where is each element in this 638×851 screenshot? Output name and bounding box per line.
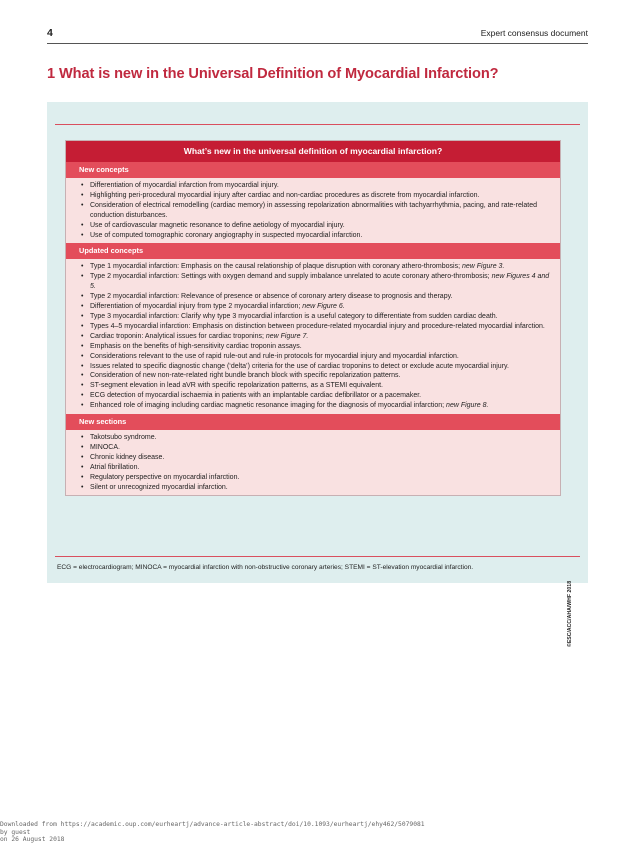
section-header: New sections — [66, 414, 560, 430]
table-title: What’s new in the universal definition of myocardial infarction? — [66, 141, 560, 162]
section-header: New concepts — [66, 162, 560, 178]
list-item — [81, 312, 552, 322]
bullet-list — [81, 181, 552, 240]
copyright-note — [567, 577, 577, 647]
list-item — [81, 292, 552, 302]
list-item — [81, 332, 552, 342]
list-item-text: Issues related to specific diagnostic change (‘delta’) criteria for the use of cardiac troponins to detect or exclude acute myocardial injury. — [90, 362, 509, 370]
figure-reference: new Figure 3. — [461, 263, 505, 271]
download-note: Downloaded from https://academic.oup.com/eurheartj/advance-article-abstract/doi/10.1093/eurheartj/ehy462/5079081 by guest on 26 August 2018 — [0, 821, 425, 844]
list-item — [81, 342, 552, 352]
figure-reference: new Figures 4 and 5. — [90, 273, 550, 291]
figure-reference: new Figure 6. — [302, 303, 345, 311]
list-item — [81, 433, 552, 443]
section-body — [66, 259, 560, 414]
list-item-text: Type 2 myocardial infarction: Relevance of presence or absence of coronary artery disease to prognosis and therapy. — [90, 293, 453, 301]
abbreviations-footnote: ECG = electrocardiogram; MINOCA = myocardial infarction with non-obstructive coronary arteries; STEMI = ST-elevation myocardial infarction. — [57, 564, 474, 571]
list-item-text: ECG detection of myocardial ischaemia in patients with an implantable cardiac defibrillator or a pacemaker. — [90, 392, 422, 400]
list-item-text: Cardiac troponin: Analytical issues for cardiac troponins; — [90, 332, 266, 340]
section-title: 1 What is new in the Universal Definition of Myocardial Infarction? — [47, 66, 499, 82]
list-item-text: Atrial fibrillation. — [90, 463, 140, 471]
section-body — [66, 178, 560, 243]
whats-new-panel — [47, 102, 588, 647]
list-item-text: Type 1 myocardial infarction: Emphasis on the causal relationship of plaque disruption with coronary athero-thrombosis; — [90, 263, 462, 271]
list-item-text: Enhanced role of imaging including cardiac magnetic resonance imaging for the diagnosis of myocardial infarction; — [90, 402, 447, 410]
list-item — [81, 381, 552, 391]
panel-bottom-rule — [55, 556, 580, 557]
list-item-text: ST-segment elevation in lead aVR with specific repolarization patterns, as a STEMI equivalent. — [90, 382, 383, 390]
list-item — [81, 463, 552, 473]
figure-reference: new Figure 8. — [446, 402, 489, 410]
list-item-text: Silent or unrecognized myocardial infarction. — [90, 483, 228, 491]
list-item-text: Differentiation of myocardial infarction from myocardial injury. — [90, 182, 279, 189]
list-item — [81, 322, 552, 332]
list-item — [81, 483, 552, 493]
list-item — [81, 231, 552, 241]
whats-new-table — [65, 140, 561, 496]
list-item — [81, 262, 552, 272]
list-item-text: MINOCA. — [90, 443, 120, 451]
bullet-list — [81, 262, 552, 411]
list-item-text: Use of computed tomographic coronary angiography in suspected myocardial infarction. — [90, 231, 363, 239]
list-item — [81, 401, 552, 411]
list-item-text: Regulatory perspective on myocardial infarction. — [90, 473, 240, 481]
figure-reference: new Figure 7. — [265, 332, 309, 340]
list-item — [81, 371, 552, 381]
panel-top-rule — [55, 124, 580, 125]
list-item — [81, 191, 552, 201]
header-rule — [47, 43, 588, 44]
list-item-text: Emphasis on the benefits of high-sensitivity cardiac troponin assays. — [90, 342, 302, 350]
list-item-text: Differentiation of myocardial injury from type 2 myocardial infarction; — [90, 303, 303, 311]
list-item — [81, 453, 552, 463]
list-item — [81, 302, 552, 312]
list-item-text: Takotsubo syndrome. — [90, 434, 157, 442]
section-body — [66, 430, 560, 495]
page-number: 4 — [47, 27, 53, 39]
list-item — [81, 181, 552, 191]
list-item-text: Highlighting peri-procedural myocardial injury after cardiac and non-cardiac procedures as discrete from myocardial infarction. — [90, 191, 480, 199]
bullet-list — [81, 433, 552, 492]
list-item — [81, 362, 552, 372]
list-item — [81, 352, 552, 362]
list-item-text: Consideration of electrical remodelling (cardiac memory) in assessing repolarization abnormalities with tachyarrhythmia, pacing, and rate-related conduction disturbances. — [90, 201, 538, 219]
list-item — [81, 272, 552, 292]
list-item — [81, 221, 552, 231]
list-item — [81, 201, 552, 221]
table-sections — [66, 162, 560, 495]
list-item — [81, 443, 552, 453]
list-item-text: Use of cardiovascular magnetic resonance to define aetiology of myocardial injury. — [90, 221, 345, 229]
running-head: Expert consensus document — [480, 28, 588, 38]
section-header: Updated concepts — [66, 243, 560, 259]
list-item-text: Type 3 myocardial infarction: Clarify why type 3 myocardial infarction is a useful category to differentiate from sudden cardiac death. — [90, 312, 498, 320]
list-item-text: Type 2 myocardial infarction: Settings with oxygen demand and supply imbalance unrelated to acute coronary athero-thrombosis; — [90, 273, 492, 281]
list-item-text: Considerations relevant to the use of rapid rule-out and rule-in protocols for myocardial injury and myocardial infarction. — [90, 352, 459, 360]
copyright-text: ©ESC/ACC/AHA/WHF 2018 — [567, 580, 573, 647]
list-item-text: Consideration of new non-rate-related right bundle branch block with specific repolarization patterns. — [90, 372, 401, 380]
list-item — [81, 473, 552, 483]
list-item — [81, 391, 552, 401]
list-item-text: Types 4–5 myocardial infarction: Emphasis on distinction between procedure-related myocardial injury and procedure-related myocardial infarction. — [90, 322, 545, 330]
list-item-text: Chronic kidney disease. — [90, 453, 165, 461]
